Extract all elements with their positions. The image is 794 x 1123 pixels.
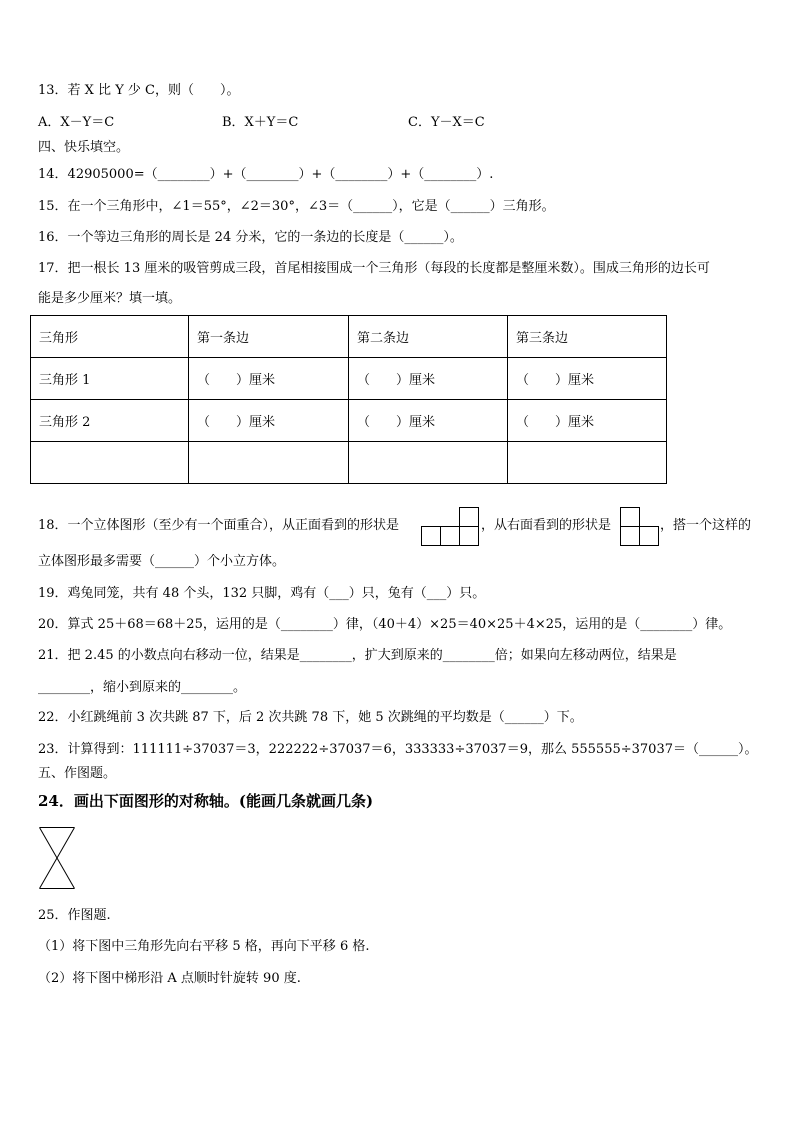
q19: 19．鸡兔同笼，共有 48 个头，132 只脚，鸡有（___）只，兔有（___）只。 bbox=[38, 586, 486, 601]
q18-part2: ，从右面看到的形状是 bbox=[481, 518, 612, 533]
table-header-cell: 第三条边 bbox=[508, 316, 667, 358]
q17-line1: 17．把一根长 13 厘米的吸管剪成三段，首尾相接围成一个三角形（每段的长度都是整厘米数）。围成三角形的边长可 bbox=[38, 261, 710, 276]
table-header-cell: 第一条边 bbox=[189, 316, 349, 358]
q16: 16．一个等边三角形的周长是 24 分米，它的一条边的长度是（______）。 bbox=[38, 230, 463, 245]
table-cell: （ ）厘米 bbox=[189, 400, 349, 442]
q23: 23．计算得到：111111÷37037＝3，222222÷37037＝6，333333÷37037＝9，那么 555555÷37037＝（______）。 bbox=[38, 742, 758, 757]
q17-line2: 能是多少厘米？填一填。 bbox=[38, 291, 182, 306]
section-5-heading: 五、作图题。 bbox=[38, 766, 117, 781]
table-cell: （ ）厘米 bbox=[508, 358, 667, 400]
section-4-heading: 四、快乐填空。 bbox=[38, 140, 130, 155]
q13-stem: 13．若 X 比 Y 少 C，则（ ）。 bbox=[38, 83, 240, 98]
q21-line2: ________，缩小到原来的________。 bbox=[38, 680, 247, 695]
table-header-cell: 第二条边 bbox=[349, 316, 508, 358]
table-row bbox=[31, 358, 667, 400]
right-view-shape bbox=[620, 507, 659, 546]
q18-line2: 立体图形最多需要（______）个小立方体。 bbox=[38, 554, 286, 569]
table-header-cell: 三角形 bbox=[31, 316, 189, 358]
triangle-sides-table bbox=[30, 315, 667, 484]
q18-part1: 18．一个立体图形（至少有一个面重合），从正面看到的形状是 bbox=[38, 518, 400, 533]
table-cell: 三角形 1 bbox=[31, 358, 189, 400]
table-row bbox=[31, 400, 667, 442]
table-row bbox=[31, 442, 667, 484]
front-view-shape bbox=[421, 507, 479, 546]
table-cell bbox=[349, 442, 508, 484]
hourglass-figure bbox=[39, 827, 75, 889]
table-header-row bbox=[31, 316, 667, 358]
table-cell: （ ）厘米 bbox=[349, 358, 508, 400]
table-cell bbox=[508, 442, 667, 484]
q24: 24．画出下面图形的对称轴。(能画几条就画几条) bbox=[38, 792, 374, 810]
q13-option-a: A．X－Y＝C bbox=[38, 115, 115, 130]
table-cell bbox=[31, 442, 189, 484]
q14: 14．42905000=（________）+（________）+（________）+（________）. bbox=[38, 167, 494, 182]
q13-option-b: B．X＋Y＝C bbox=[222, 115, 299, 130]
table-cell: （ ）厘米 bbox=[189, 358, 349, 400]
table-cell bbox=[189, 442, 349, 484]
q20: 20．算式 25＋68＝68＋25，运用的是（________）律，（40＋4）×25＝40×25＋4×25，运用的是（________）律。 bbox=[38, 617, 732, 632]
q13-option-c: C．Y－X＝C bbox=[408, 115, 485, 130]
q18-part3: ，搭一个这样的 bbox=[660, 518, 752, 533]
q25-sub2: （2）将下图中梯形沿 A 点顺时针旋转 90 度. bbox=[38, 971, 301, 986]
q25-title: 25．作图题. bbox=[38, 908, 111, 923]
q22: 22．小红跳绳前 3 次共跳 87 下，后 2 次共跳 78 下，她 5 次跳绳的平均数是（______）下。 bbox=[38, 710, 583, 725]
table-cell: （ ）厘米 bbox=[349, 400, 508, 442]
table-cell: （ ）厘米 bbox=[508, 400, 667, 442]
q21-line1: 21．把 2.45 的小数点向右移动一位，结果是________，扩大到原来的________倍；如果向左移动两位，结果是 bbox=[38, 648, 677, 663]
q25-sub1: （1）将下图中三角形先向右平移 5 格，再向下平移 6 格. bbox=[38, 939, 370, 954]
table-cell: 三角形 2 bbox=[31, 400, 189, 442]
q15: 15．在一个三角形中，∠1＝55°，∠2＝30°，∠3＝（______），它是（______）三角形。 bbox=[38, 199, 555, 214]
